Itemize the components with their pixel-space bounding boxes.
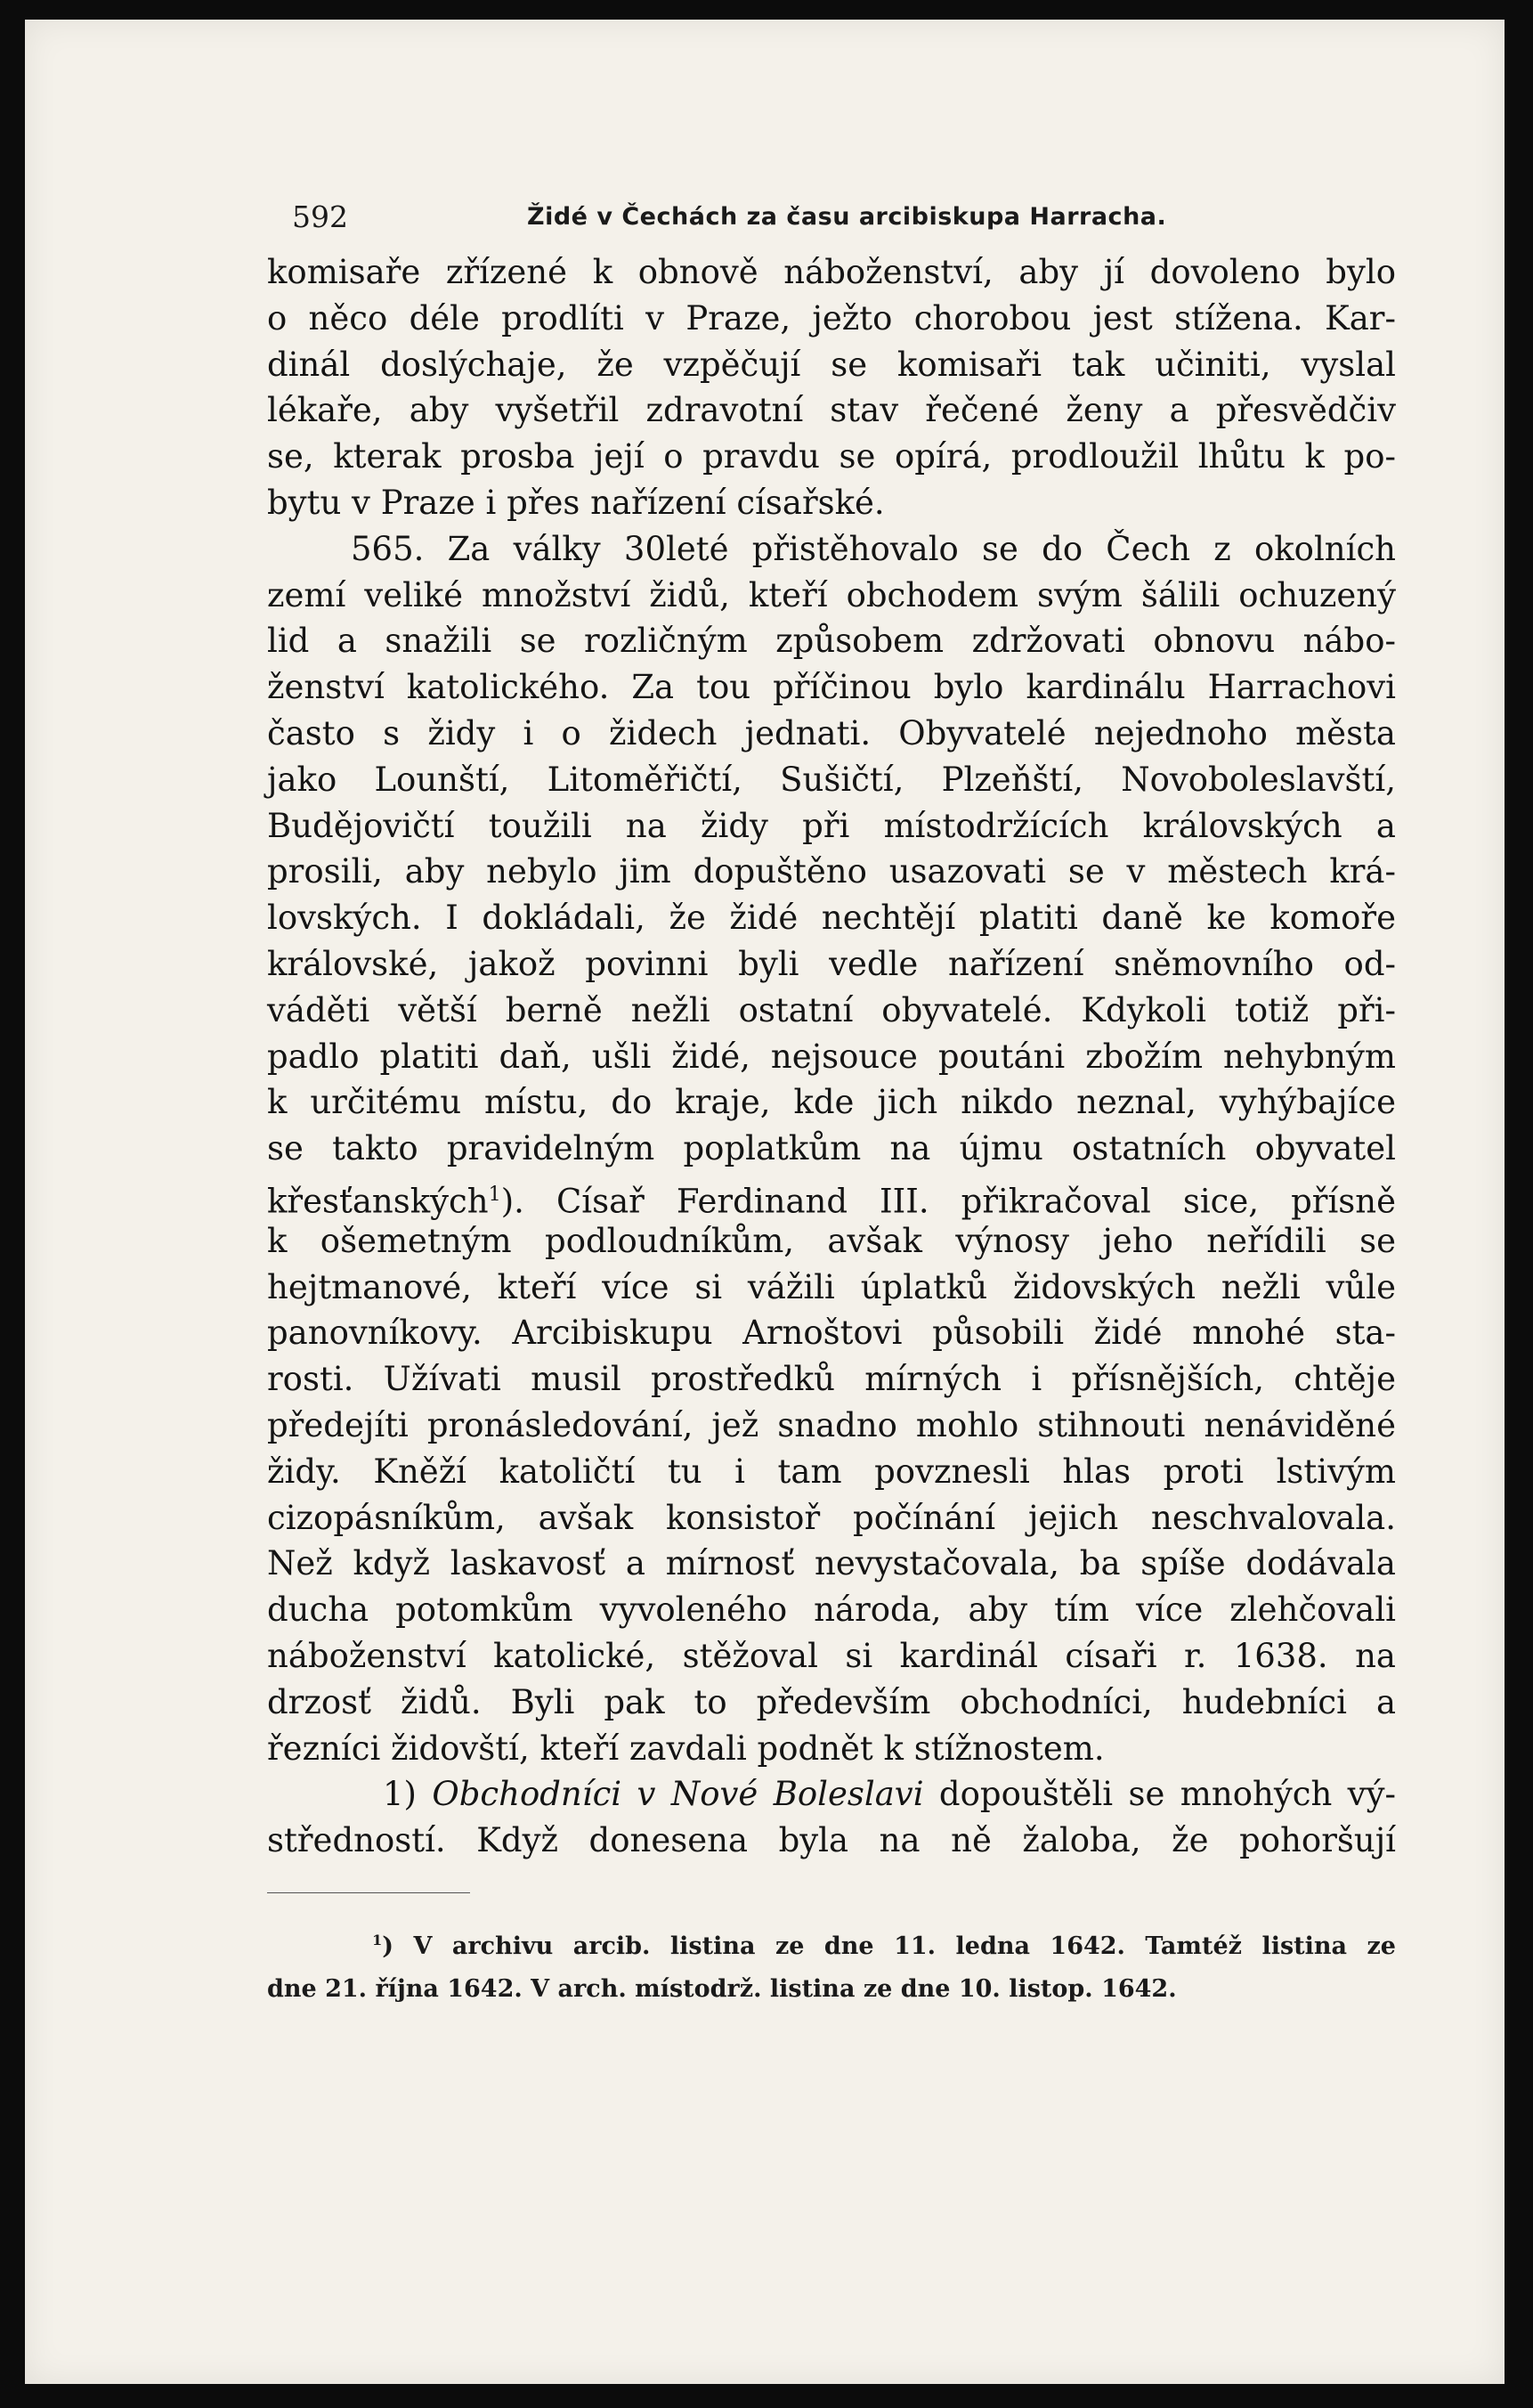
text-line: k ošemetným podloudníkům, avšak výnosy jeho neřídili se bbox=[267, 1221, 1396, 1260]
text-line: náboženství katolické, stěžoval si kardinál císaři r. 1638. na bbox=[267, 1636, 1396, 1675]
footnote-reference: 1 bbox=[488, 1182, 501, 1206]
text-fragment: ). Císař Ferdinand III. přikračoval sice, přísně bbox=[500, 1182, 1396, 1221]
footnote-line bbox=[267, 1919, 1396, 1968]
text-fragment: dopouštěli se mnohých vý- bbox=[923, 1775, 1396, 1814]
text-line: lékaře, aby vyšetřil zdravotní stav řečené ženy a přesvědčiv bbox=[267, 391, 1396, 430]
text-fragment: 1) bbox=[383, 1775, 433, 1814]
text-line: o něco déle prodlíti v Praze, ježto chorobou jest stížena. Kar- bbox=[267, 298, 1396, 338]
text-line: hejtmanové, kteří více si vážili úplatků židovských nežli vůle bbox=[267, 1267, 1396, 1306]
footnote-separator bbox=[267, 1892, 470, 1893]
text-line: rosti. Užívati musil prostředků mírných i přísnějších, chtěje bbox=[267, 1360, 1396, 1399]
text-line: prosili, aby nebylo jim dopuštěno usazovati se v městech krá- bbox=[267, 852, 1396, 891]
text-line: bytu v Praze i přes nařízení císařské. bbox=[267, 483, 885, 522]
text-line: jako Lounští, Litoměřičtí, Sušičtí, Plzeňští, Novoboleslavští, bbox=[267, 760, 1396, 799]
text-line: drzosť židů. Byli pak to především obchodníci, hudebníci a bbox=[267, 1682, 1396, 1721]
text-fragment: křesťanských bbox=[267, 1182, 489, 1221]
body-text bbox=[267, 249, 1396, 1864]
text-line bbox=[267, 1172, 1396, 1221]
text-line: lid a snažili se rozličným způsobem zdržovati obnovu nábo- bbox=[267, 622, 1396, 661]
page-number: 592 bbox=[292, 199, 348, 234]
text-line: se, kterak prosba její o pravdu se opírá, prodloužil lhůtu k po- bbox=[267, 437, 1396, 476]
text-line: Než když laskavosť a mírnosť nevystačovala, ba spíše dodávala bbox=[267, 1544, 1396, 1583]
running-title: Židé v Čechách za času arcibiskupa Harracha. bbox=[527, 203, 1167, 231]
footnote-line: dne 21. října 1642. V arch. místodrž. listina ze dne 10. listop. 1642. bbox=[267, 1975, 1177, 2003]
text-line: panovníkovy. Arcibiskupu Arnoštovi působili židé mnohé sta- bbox=[267, 1314, 1396, 1353]
text-line: předejíti pronásledování, jež snadno mohlo stihnouti nenáviděné bbox=[267, 1405, 1396, 1444]
footnote-text: ) V archivu arcib. listina ze dne 11. ledna 1642. Tamtéž listina ze bbox=[382, 1932, 1396, 1960]
italic-heading: Obchodníci v Nové Boleslavi bbox=[432, 1775, 924, 1814]
text-line: řezníci židovští, kteří zavdali podnět k stížnostem. bbox=[267, 1729, 1105, 1768]
text-line: židy. Kněží katoličtí tu i tam povznesli hlas proti lstivým bbox=[267, 1452, 1396, 1491]
text-line: lovských. I dokládali, že židé nechtějí platiti daně ke komoře bbox=[267, 899, 1396, 938]
text-line: dinál doslýchaje, že vzpěčují se komisaři tak učiniti, vyslal bbox=[267, 345, 1396, 384]
text-line: královské, jakož povinni byli vedle nařízení sněmovního od- bbox=[267, 944, 1396, 983]
text-line: středností. Když donesena byla na ně žaloba, že pohoršují bbox=[267, 1821, 1396, 1860]
footnote-marker: 1 bbox=[372, 1932, 383, 1948]
text-line: zemí veliké množství židů, kteří obchodem svým šálili ochuzený bbox=[267, 575, 1396, 614]
text-line: často s židy i o židech jednati. Obyvatelé nejednoho města bbox=[267, 713, 1396, 752]
text-line: ducha potomkům vyvoleného národa, aby tím více zlehčovali bbox=[267, 1590, 1396, 1630]
text-line: váděti větší berně nežli ostatní obyvatelé. Kdykoli totiž při- bbox=[267, 990, 1396, 1029]
text-line: padlo platiti daň, ušli židé, nejsouce poutáni zbožím nehybným bbox=[267, 1037, 1396, 1076]
subsection-1-start bbox=[267, 1771, 1396, 1818]
text-line: ženství katolického. Za tou příčinou bylo kardinálu Harrachovi bbox=[267, 668, 1396, 707]
paragraph-565-start: 565. Za války 30leté přistěhovalo se do Čech z okolních bbox=[351, 529, 1396, 568]
text-line: se takto pravidelným poplatkům na újmu ostatních obyvatel bbox=[267, 1129, 1396, 1168]
text-line: k určitému místu, do kraje, kde jich nikdo neznal, vyhýbajíce bbox=[267, 1083, 1396, 1122]
text-line: Budějovičtí toužili na židy při místodržících královských a bbox=[267, 806, 1396, 845]
footnotes bbox=[267, 1919, 1396, 2011]
text-line: komisaře zřízené k obnově náboženství, aby jí dovoleno bylo bbox=[267, 253, 1396, 291]
text-line: cizopásníkům, avšak konsistoř počínání jejich neschvalovala. bbox=[267, 1498, 1396, 1537]
